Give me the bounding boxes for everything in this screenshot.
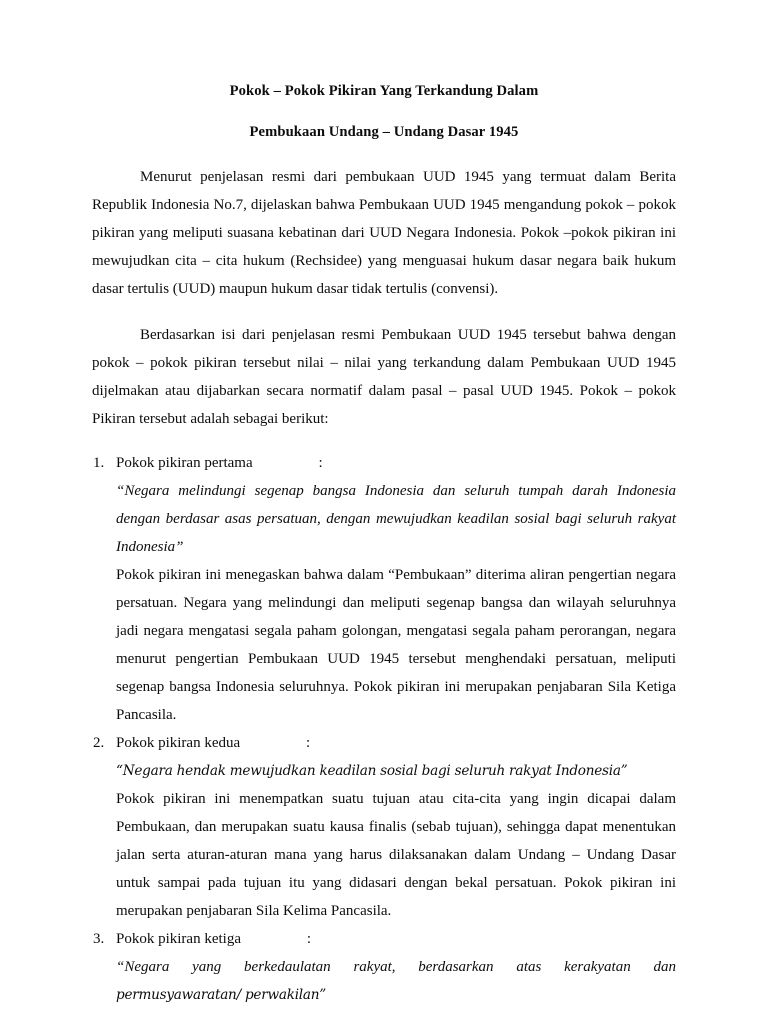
item-colon-3: : bbox=[306, 931, 311, 948]
document-title-line-1: Pokok – Pokok Pikiran Yang Terkandung Dalam bbox=[229, 83, 539, 99]
intro-paragraph-1: Menurut penjelasan resmi dari pembukaan UUD 1945 yang termuat dalam Berita Republik Indonesia No.7, dijelaskan bahwa Pembukaan UUD 1945 mengandung pokok – pokok pikiran yang meliputi suasana kebatinan dari UUD Negara Indonesia. Pokok –pokok pikiran ini mewujudkan cita – cita hukum (Rechsidee) yang menguasai hukum dasar negara baik hukum dasar tertulis (UUD) maupun hukum dasar tidak tertulis (convensi). bbox=[92, 169, 676, 298]
list-item bbox=[92, 925, 676, 1009]
item-quote-3-line-2: permusyawaratan/ perwakilan” bbox=[116, 987, 326, 1004]
item-label-3: Pokok pikiran ketiga bbox=[116, 931, 241, 948]
item-heading-3 bbox=[116, 925, 676, 953]
item-heading-2 bbox=[116, 729, 676, 757]
document-content bbox=[92, 84, 676, 1009]
item-label-2: Pokok pikiran kedua bbox=[116, 735, 241, 752]
item-heading-1 bbox=[116, 449, 676, 477]
list-marker-3: 3. bbox=[93, 931, 105, 948]
item-quote-2: “Negara hendak mewujudkan keadilan sosial bagi seluruh rakyat Indonesia” bbox=[116, 763, 628, 780]
item-colon-2: : bbox=[305, 735, 311, 752]
item-colon-1: : bbox=[318, 455, 323, 472]
list-marker-1: 1. bbox=[93, 455, 105, 472]
item-label-1: Pokok pikiran pertama bbox=[116, 455, 253, 472]
list-marker-2: 2. bbox=[93, 735, 105, 752]
list-item bbox=[92, 449, 676, 729]
list-item bbox=[92, 729, 676, 925]
item-quote-1: “Negara melindungi segenap bangsa Indonesia dan seluruh tumpah darah Indonesia dengan berdasar asas persatuan, dengan mewujudkan keadilan sosial bagi seluruh rakyat Indonesia” bbox=[116, 483, 676, 556]
item-quote-3-line-1: “Negara yang berkedaulatan rakyat, berdasarkan atas kerakyatan dan bbox=[116, 959, 676, 976]
document-title-line-2: Pembukaan Undang – Undang Dasar 1945 bbox=[249, 123, 519, 140]
item-body-1: Pokok pikiran ini menegaskan bahwa dalam “Pembukaan” diterima aliran pengertian negara persatuan. Negara yang melindungi dan meliputi segenap bangsa dan wilayah seluruhnya jadi negara mengatasi segala paham golongan, mengatasi segala paham perorangan, negara menurut pengertian Pembukaan UUD 1945 tersebut menghendaki persatuan, meliputi segenap bangsa Indonesia seluruhnya. Pokok pikiran ini merupakan penjabaran Sila Ketiga Pancasila. bbox=[116, 567, 676, 724]
intro-paragraph-2: Berdasarkan isi dari penjelasan resmi Pembukaan UUD 1945 tersebut bahwa dengan pokok – pokok pikiran tersebut nilai – nilai yang terkandung dalam Pembukaan UUD 1945 dijelmakan atau dijabarkan secara normatif dalam pasal – pasal UUD 1945. Pokok – pokok Pikiran tersebut adalah sebagai berikut: bbox=[92, 327, 676, 428]
pokok-pikiran-list bbox=[92, 449, 676, 1009]
item-body-2: Pokok pikiran ini menempatkan suatu tujuan atau cita-cita yang ingin dicapai dalam Pembukaan, dan merupakan suatu kausa finalis (sebab tujuan), sehingga dapat menentukan jalan serta aturan-aturan mana yang harus dilaksanakan dalam Undang – Undang Dasar untuk sampai pada tujuan itu yang didasari dengan bekal persatuan. Pokok pikiran ini merupakan penjabaran Sila Kelima Pancasila. bbox=[116, 791, 676, 920]
